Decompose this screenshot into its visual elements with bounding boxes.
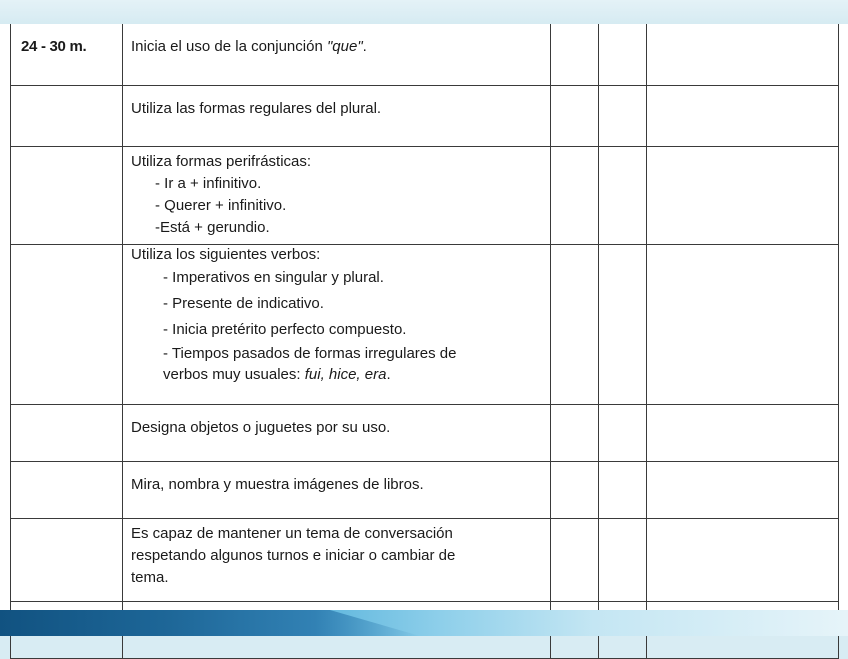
item-description (123, 24, 551, 86)
age-cell (11, 405, 123, 462)
item-description (123, 147, 551, 245)
item-description (123, 405, 551, 462)
sub-item-text: - Ir a + infinitivo. (155, 175, 262, 192)
check-cell-2[interactable] (599, 405, 647, 462)
emphasized-text: "que" (326, 38, 363, 55)
item-description (123, 519, 551, 602)
check-cell-2[interactable] (599, 86, 647, 147)
age-cell (11, 147, 123, 245)
age-range-label: 24 - 30 m. (11, 24, 123, 86)
check-cell-1[interactable] (551, 147, 599, 245)
table-row (11, 519, 839, 602)
check-cell-1[interactable] (551, 86, 599, 147)
item-text: Es capaz de mantener un tema de conversación (131, 525, 453, 542)
item-text: Utiliza formas perifrásticas: (131, 153, 312, 170)
observations-cell[interactable] (647, 462, 839, 519)
item-text: Mira, nombra y muestra imágenes de libros. (131, 476, 424, 493)
observations-cell[interactable] (647, 519, 839, 602)
table-row (11, 405, 839, 462)
slide-bottom-band (0, 610, 848, 636)
document-sheet (0, 24, 848, 610)
age-cell (11, 86, 123, 147)
sub-item-text: verbos muy usuales: fui, hice, era. (163, 366, 391, 383)
sub-item-text: -Está + gerundio. (155, 219, 270, 236)
item-text: respetando algunos turnos e iniciar o cambiar de (131, 547, 456, 564)
table-row (11, 24, 839, 86)
sub-item-text: - Presente de indicativo. (163, 295, 324, 312)
sub-item-text: - Imperativos en singular y plural. (163, 269, 384, 286)
check-cell-1[interactable] (551, 405, 599, 462)
sub-item-text: - Tiempos pasados de formas irregulares de (163, 345, 457, 362)
check-cell-2[interactable] (599, 147, 647, 245)
item-text: tema. (131, 569, 169, 586)
development-checklist-table (10, 24, 839, 659)
check-cell-2[interactable] (599, 519, 647, 602)
item-description (123, 86, 551, 147)
table-row (11, 245, 839, 405)
check-cell-1[interactable] (551, 24, 599, 86)
item-text: Designa objetos o juguetes por su uso. (131, 419, 391, 436)
item-description (123, 245, 551, 405)
observations-cell[interactable] (647, 86, 839, 147)
item-text: Inicia el uso de la conjunción "que". (131, 38, 367, 55)
check-cell-2[interactable] (599, 245, 647, 405)
item-text: Utiliza las formas regulares del plural. (131, 100, 382, 117)
observations-cell[interactable] (647, 147, 839, 245)
age-cell (11, 462, 123, 519)
emphasized-text: fui, hice, era (304, 366, 387, 383)
sub-item-text: - Querer + infinitivo. (155, 197, 287, 214)
check-cell-2[interactable] (599, 462, 647, 519)
observations-cell[interactable] (647, 245, 839, 405)
slide-top-band (0, 0, 848, 24)
decorative-wedge (0, 610, 420, 636)
table-row (11, 147, 839, 245)
item-text: Utiliza los siguientes verbos: (131, 246, 321, 263)
check-cell-1[interactable] (551, 462, 599, 519)
age-cell (11, 519, 123, 602)
sub-item-text: - Inicia pretérito perfecto compuesto. (163, 321, 407, 338)
table-row (11, 86, 839, 147)
age-cell (11, 245, 123, 405)
observations-cell[interactable] (647, 405, 839, 462)
check-cell-2[interactable] (599, 24, 647, 86)
table-row (11, 462, 839, 519)
observations-cell[interactable] (647, 24, 839, 86)
check-cell-1[interactable] (551, 519, 599, 602)
check-cell-1[interactable] (551, 245, 599, 405)
item-description (123, 462, 551, 519)
